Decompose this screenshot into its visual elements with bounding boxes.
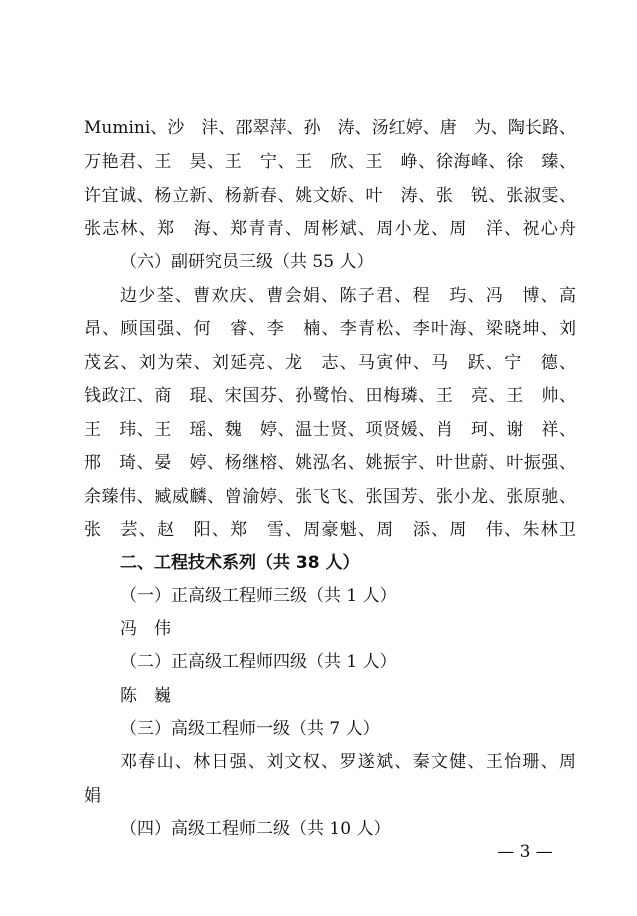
name-list-line: 昂、顾国强、何 睿、李 楠、李青松、李叶海、梁晓坤、刘 bbox=[84, 319, 576, 339]
section-heading-engineering-series: 二、工程技术系列（共 38 人） bbox=[120, 553, 360, 573]
name-list-line: 邢 琦、晏 婷、杨继榕、姚泓名、姚振宇、叶世蔚、叶振强、 bbox=[84, 453, 576, 473]
subsection-heading-senior-engineer-4: （二）正高级工程师四级（共 1 人） bbox=[120, 652, 397, 672]
name-list-line: 张志林、郑 海、郑青青、周彬斌、周小龙、周 洋、祝心舟 bbox=[84, 219, 576, 239]
name-list-line: 茂玄、刘为荣、刘延亮、龙 志、马寅仲、马 跃、宁 德、 bbox=[84, 353, 576, 373]
name-list-line: 娟 bbox=[84, 786, 101, 806]
name-list-line: Mumini、沙 沣、邵翠萍、孙 涛、汤红婷、唐 为、陶长路、 bbox=[84, 118, 576, 138]
name-list-line: 余臻伟、臧威麟、曾渝婷、张飞飞、张国芳、张小龙、张原驰、 bbox=[84, 487, 576, 507]
name-list-line: 王 玮、王 瑶、魏 婷、温士贤、项贤媛、肖 珂、谢 祥、 bbox=[84, 420, 576, 440]
section-heading-associate-researcher-3: （六）副研究员三级（共 55 人） bbox=[120, 252, 374, 272]
name-list-line: 张 芸、赵 阳、郑 雪、周豪魁、周 添、周 伟、朱林卫 bbox=[84, 520, 576, 540]
name-list-line: 邓春山、林日强、刘文权、罗遂斌、秦文健、王怡珊、周 bbox=[120, 752, 576, 772]
name-list-line: 许宜诚、杨立新、杨新春、姚文娇、叶 涛、张 锐、张淑雯、 bbox=[84, 186, 576, 206]
name-list-line: 钱政江、商 琨、宋国芬、孙鹭怡、田梅璘、王 亮、王 帅、 bbox=[84, 386, 576, 406]
subsection-heading-senior-engineer-3: （一）正高级工程师三级（共 1 人） bbox=[120, 586, 397, 606]
name-list-line: 冯 伟 bbox=[120, 619, 171, 639]
page-number: — 3 — bbox=[497, 842, 553, 862]
name-list-line: 陈 巍 bbox=[120, 686, 171, 706]
subsection-heading-engineer-2: （四）高级工程师二级（共 10 人） bbox=[120, 819, 391, 839]
name-list-line: 边少荃、曹欢庆、曹会娟、陈子君、程 玙、冯 博、高 bbox=[120, 286, 576, 306]
subsection-heading-engineer-1: （三）高级工程师一级（共 7 人） bbox=[120, 719, 380, 739]
name-list-line: 万艳君、王 昊、王 宁、王 欣、王 峥、徐海峰、徐 臻、 bbox=[84, 152, 576, 172]
